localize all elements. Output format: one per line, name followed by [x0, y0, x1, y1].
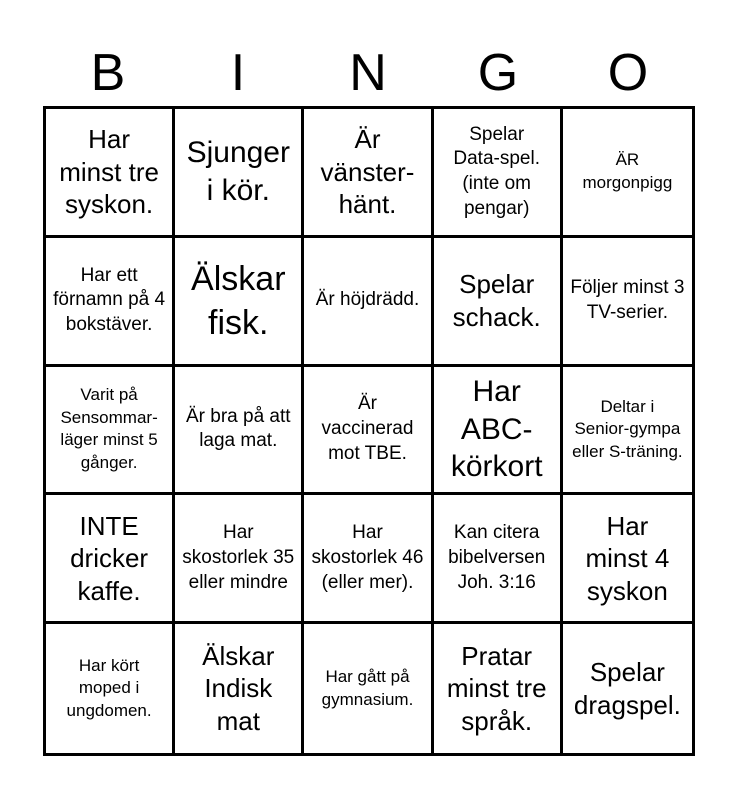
bingo-cell[interactable]	[563, 367, 692, 496]
cell-text: ÄR morgonpigg	[582, 150, 673, 192]
cell-text: Sjunger i kör.	[186, 136, 290, 207]
cell-text: Har skostorlek 46 (eller mer).	[311, 522, 424, 593]
bingo-cell[interactable]	[434, 109, 563, 238]
bingo-cell[interactable]	[304, 495, 433, 624]
bingo-cell[interactable]	[175, 624, 304, 753]
bingo-cell[interactable]	[563, 495, 692, 624]
cell-text: Följer minst 3 TV-serier.	[570, 277, 685, 323]
bingo-grid	[43, 106, 695, 756]
bingo-cell[interactable]	[563, 109, 692, 238]
bingo-cell[interactable]	[46, 109, 175, 238]
bingo-cell[interactable]	[46, 495, 175, 624]
cell-text: Älskar fisk.	[191, 259, 286, 342]
cell-text: Är vänster-hänt.	[320, 124, 415, 220]
bingo-cell[interactable]	[175, 495, 304, 624]
cell-text: Har ABC-körkort	[450, 375, 543, 484]
bingo-cell[interactable]	[304, 367, 433, 496]
bingo-cell[interactable]	[563, 238, 692, 367]
cell-text: Varit på Sensommar-läger minst 5 gånger.	[60, 385, 158, 473]
header-letter-g: G	[477, 44, 519, 102]
bingo-cell[interactable]	[46, 238, 175, 367]
cell-text: Deltar i Senior-gympa eller S-träning.	[572, 396, 683, 461]
bingo-cell[interactable]	[304, 238, 433, 367]
cell-text: Har skostorlek 35 eller mindre	[182, 522, 295, 593]
cell-text: Har minst 4 syskon	[585, 510, 670, 606]
bingo-cell[interactable]	[434, 367, 563, 496]
bingo-header	[43, 40, 693, 106]
bingo-cell[interactable]	[175, 367, 304, 496]
cell-text: Har ett förnamn på 4 bokstäver.	[53, 264, 166, 336]
cell-text: Pratar minst tre språk.	[446, 640, 547, 736]
bingo-cell[interactable]	[563, 624, 692, 753]
header-letter-n: N	[349, 44, 387, 102]
bingo-cell[interactable]	[304, 109, 433, 238]
cell-text: Är vaccinerad mot TBE.	[321, 393, 414, 464]
bingo-cell[interactable]	[46, 367, 175, 496]
header-letter-i: I	[230, 44, 246, 102]
cell-text: Spelar dragspel.	[573, 657, 681, 720]
bingo-cell[interactable]	[304, 624, 433, 753]
cell-text: Har kört moped i ungdomen.	[66, 655, 152, 720]
bingo-cell[interactable]	[175, 109, 304, 238]
cell-text: INTE dricker kaffe.	[70, 510, 149, 606]
bingo-cell[interactable]	[46, 624, 175, 753]
bingo-cell[interactable]	[175, 238, 304, 367]
cell-text: Har gått på gymnasium.	[321, 666, 414, 709]
header-letter-b: B	[90, 44, 126, 102]
cell-text: Har minst tre syskon.	[59, 124, 159, 220]
cell-text: Är bra på att laga mat.	[186, 405, 291, 452]
bingo-cell[interactable]	[434, 495, 563, 624]
header-letter-o: O	[607, 44, 649, 102]
bingo-cell[interactable]	[434, 238, 563, 367]
cell-text: Spelar schack.	[452, 269, 541, 332]
cell-text: Är höjdrädd.	[315, 289, 420, 311]
bingo-cell[interactable]	[434, 624, 563, 753]
cell-text: Kan citera bibelversen Joh. 3:16	[448, 522, 546, 593]
cell-text: Spelar Data-spel. (inte om pengar)	[453, 123, 540, 219]
cell-text: Älskar Indisk mat	[202, 640, 275, 736]
